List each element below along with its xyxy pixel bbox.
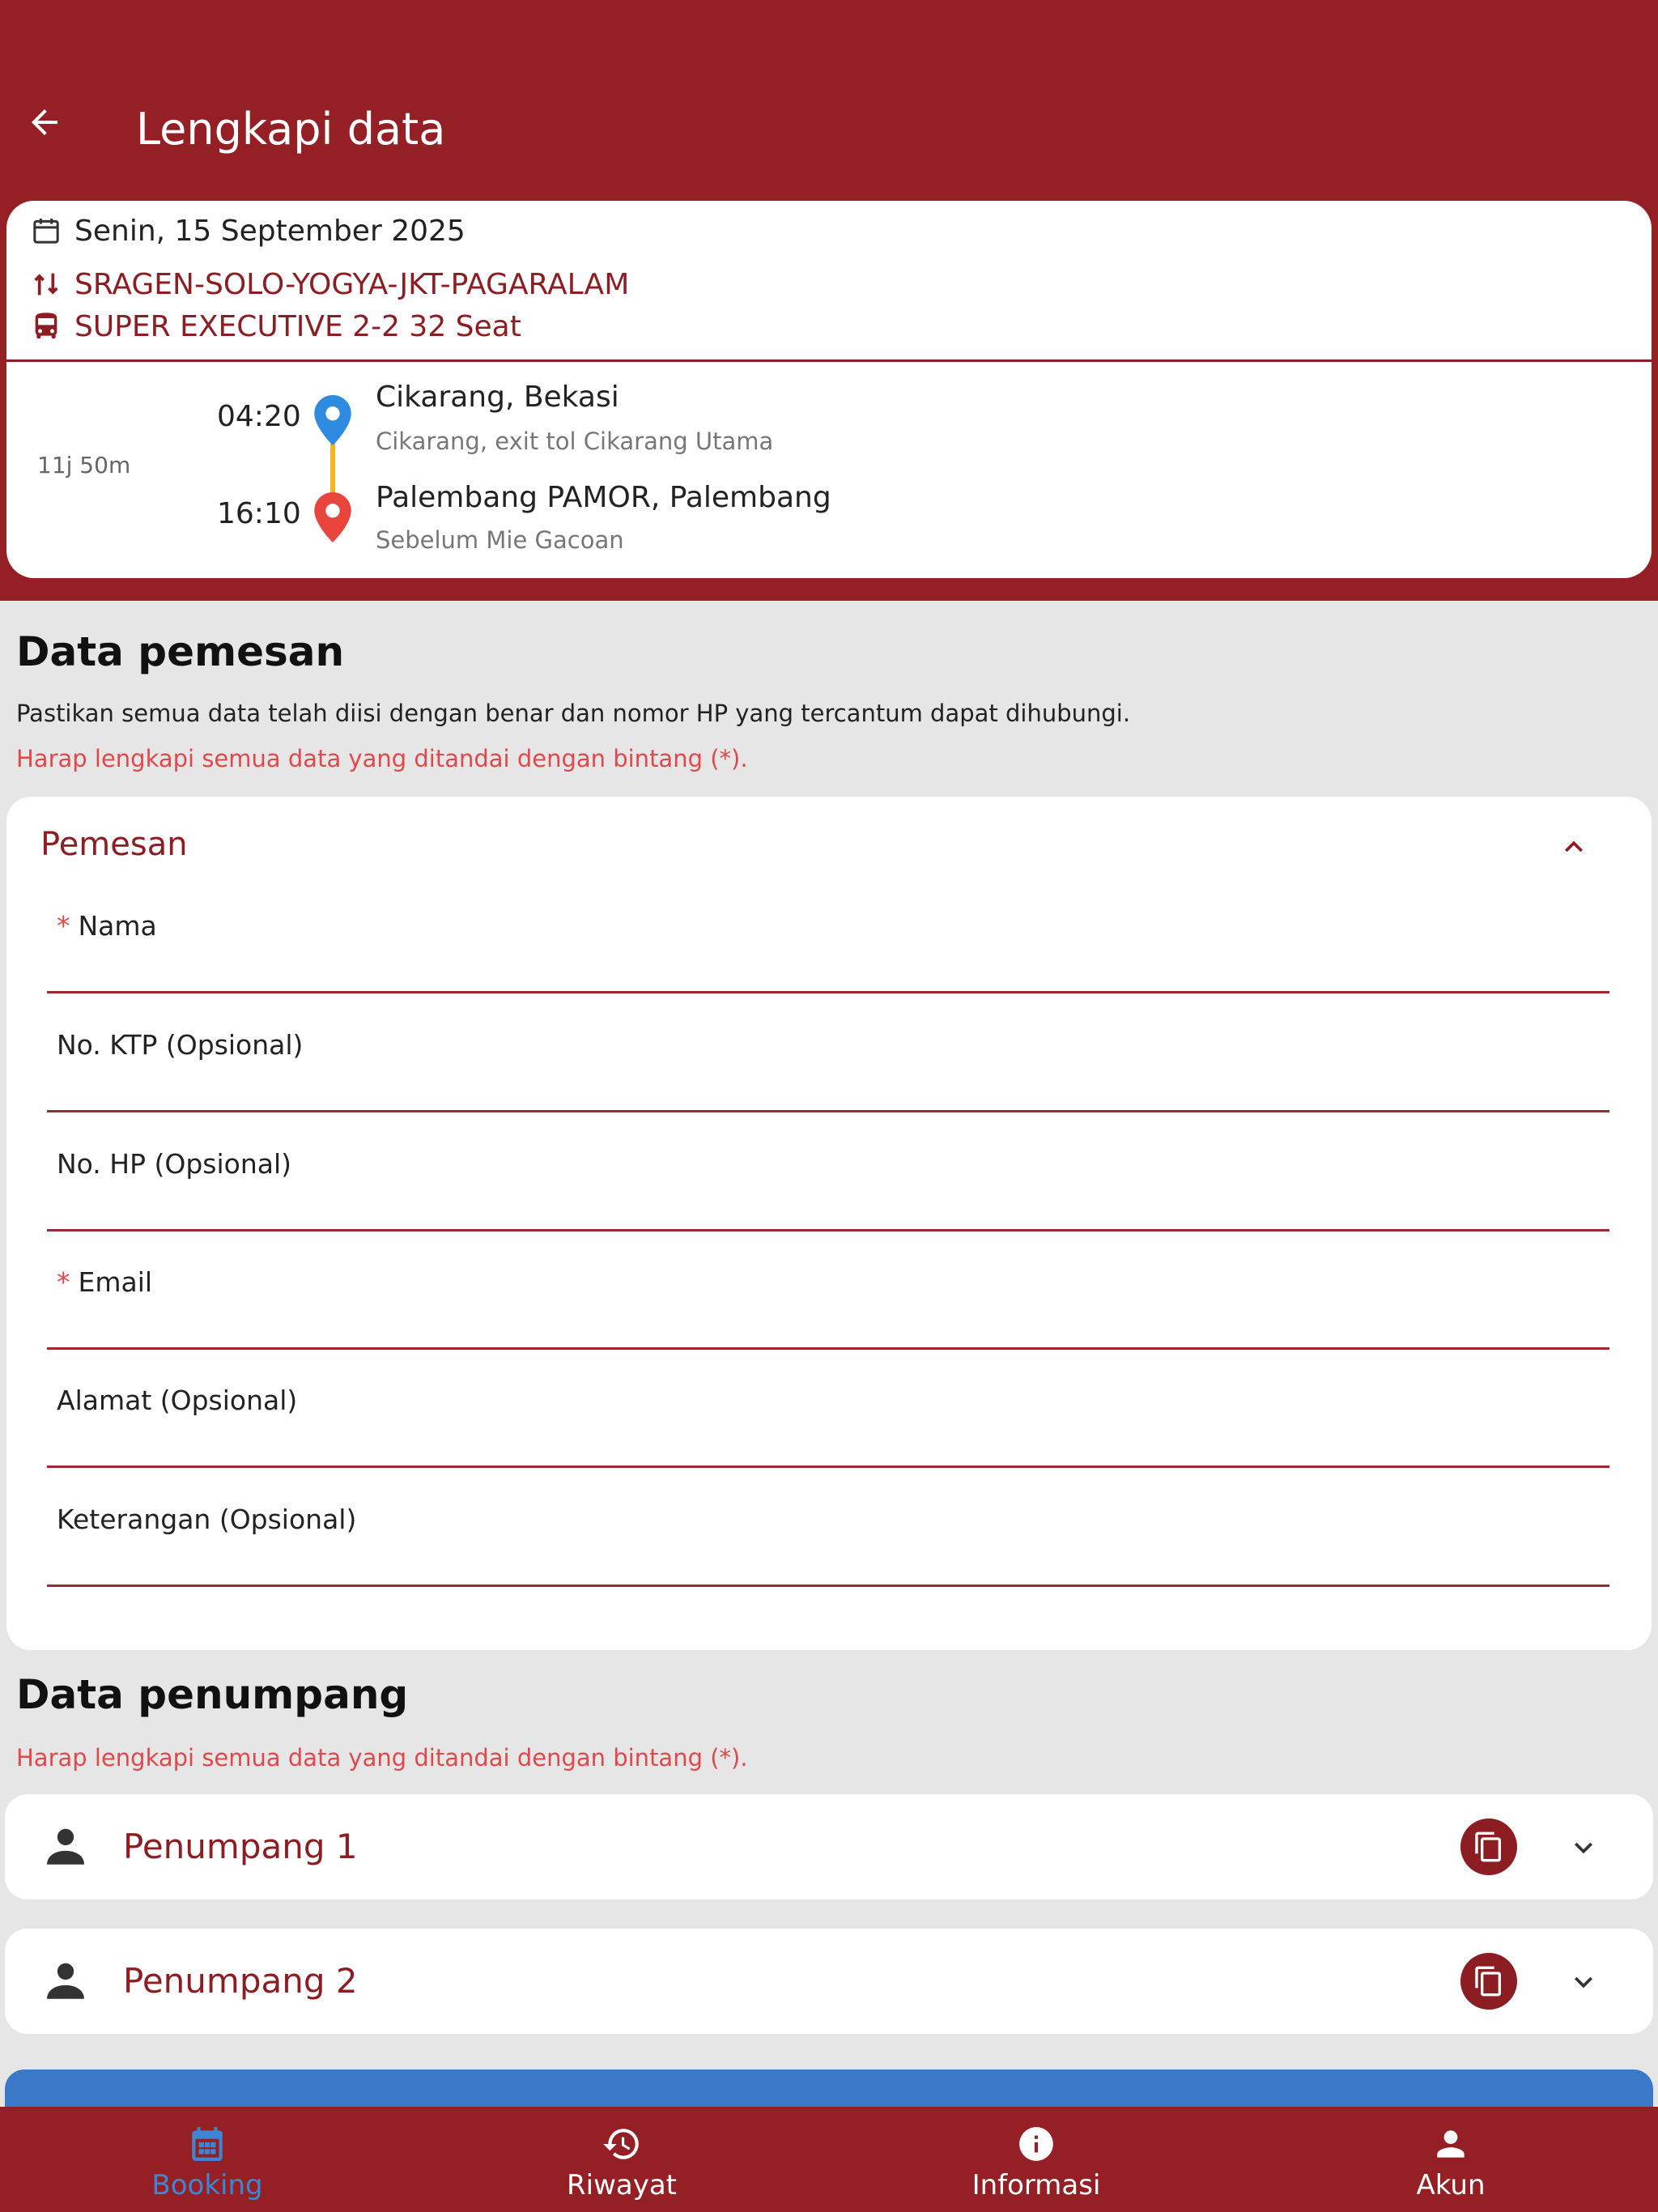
required-asterisk: * — [57, 910, 70, 942]
copy-booker-data-button[interactable] — [1460, 1953, 1517, 2010]
expand-button[interactable] — [1562, 1961, 1605, 2003]
ktp-field-label: No. KTP (Opsional) — [57, 1029, 304, 1061]
nav-label: Riwayat — [567, 2169, 677, 2201]
name-input[interactable] — [57, 949, 1598, 986]
booker-form-card — [6, 797, 1652, 1650]
passenger-section-title: Data penumpang — [16, 1671, 409, 1718]
passenger-row[interactable] — [5, 1794, 1653, 1899]
email-field — [47, 1266, 1609, 1350]
route-icon — [28, 266, 65, 303]
chevron-up-icon — [1556, 829, 1592, 865]
passenger-required-warning: Harap lengkapi semua data yang ditandai dengan bintang (*). — [16, 1744, 748, 1772]
address-field — [47, 1385, 1609, 1468]
page-title: Lengkapi data — [136, 104, 446, 155]
person-icon — [42, 1961, 89, 2001]
bus-class: SUPER EXECUTIVE 2-2 32 Seat — [74, 309, 521, 343]
nav-label: Informasi — [971, 2169, 1101, 2201]
required-asterisk: * — [57, 1266, 70, 1298]
notes-field — [47, 1504, 1609, 1587]
trip-date: Senin, 15 September 2025 — [74, 214, 466, 248]
copy-booker-data-button[interactable] — [1460, 1819, 1517, 1875]
bottom-navigation — [0, 2107, 1658, 2212]
expand-button[interactable] — [1562, 1827, 1605, 1869]
trip-duration: 11j 50m — [37, 452, 131, 479]
collapse-button[interactable] — [1553, 826, 1595, 868]
departure-pin-icon — [312, 395, 353, 445]
bus-class-row — [28, 308, 521, 345]
trip-route: SRAGEN-SOLO-YOGYA-JKT-PAGARALAM — [74, 267, 630, 301]
booker-card-title: Pemesan — [40, 826, 188, 863]
copy-icon — [1473, 1965, 1505, 1997]
nav-akun[interactable] — [1244, 2107, 1658, 2212]
departure-detail: Cikarang, exit tol Cikarang Utama — [376, 428, 774, 455]
arrival-location: Palembang PAMOR, Palembang — [376, 481, 831, 514]
notes-input[interactable] — [57, 1542, 1598, 1580]
address-input[interactable] — [57, 1423, 1598, 1461]
person-icon — [42, 1827, 89, 1867]
phone-field — [47, 1148, 1609, 1231]
notes-field-label: Keterangan (Opsional) — [57, 1504, 357, 1535]
arrow-left-icon — [25, 103, 64, 142]
phone-field-label: No. HP (Opsional) — [57, 1148, 292, 1180]
calendar-icon — [185, 2122, 229, 2166]
info-icon — [1014, 2122, 1058, 2166]
nav-riwayat[interactable] — [414, 2107, 829, 2212]
name-field — [47, 910, 1609, 993]
ktp-input[interactable] — [57, 1068, 1598, 1105]
booker-section-title: Data pemesan — [16, 628, 345, 675]
trip-summary-card — [6, 201, 1652, 578]
email-input[interactable] — [57, 1305, 1598, 1342]
nav-booking[interactable] — [0, 2107, 414, 2212]
nav-informasi[interactable] — [829, 2107, 1244, 2212]
calendar-icon — [28, 212, 65, 249]
ktp-field — [47, 1029, 1609, 1112]
departure-location: Cikarang, Bekasi — [376, 381, 619, 414]
copy-icon — [1473, 1831, 1505, 1863]
booker-section-description: Pastikan semua data telah diisi dengan benar dan nomor HP yang tercantum dapat dihubungi. — [16, 700, 1131, 727]
passenger-row[interactable] — [5, 1929, 1653, 2034]
chevron-down-icon — [1566, 1964, 1601, 2000]
trip-info — [6, 201, 1652, 362]
back-button[interactable] — [19, 97, 70, 147]
email-field-label: * Email — [57, 1266, 153, 1298]
booker-required-warning: Harap lengkapi semua data yang ditandai dengan bintang (*). — [16, 745, 748, 772]
arrival-time: 16:10 — [217, 497, 301, 530]
nav-label: Booking — [151, 2169, 263, 2201]
trip-route-row — [28, 266, 629, 303]
address-field-label: Alamat (Opsional) — [57, 1385, 298, 1416]
nav-label: Akun — [1416, 2169, 1486, 2201]
name-field-label: * Nama — [57, 910, 157, 942]
passenger-label: Penumpang 1 — [123, 1827, 358, 1866]
arrival-pin-icon — [312, 492, 353, 542]
bus-icon — [28, 308, 65, 345]
history-icon — [600, 2122, 644, 2166]
trip-date-row — [28, 212, 466, 249]
arrival-detail: Sebelum Mie Gacoan — [376, 526, 624, 554]
phone-input[interactable] — [57, 1187, 1598, 1224]
passenger-label: Penumpang 2 — [123, 1961, 358, 2001]
person-icon — [1429, 2122, 1473, 2166]
chevron-down-icon — [1566, 1830, 1601, 1865]
departure-time: 04:20 — [217, 400, 301, 433]
